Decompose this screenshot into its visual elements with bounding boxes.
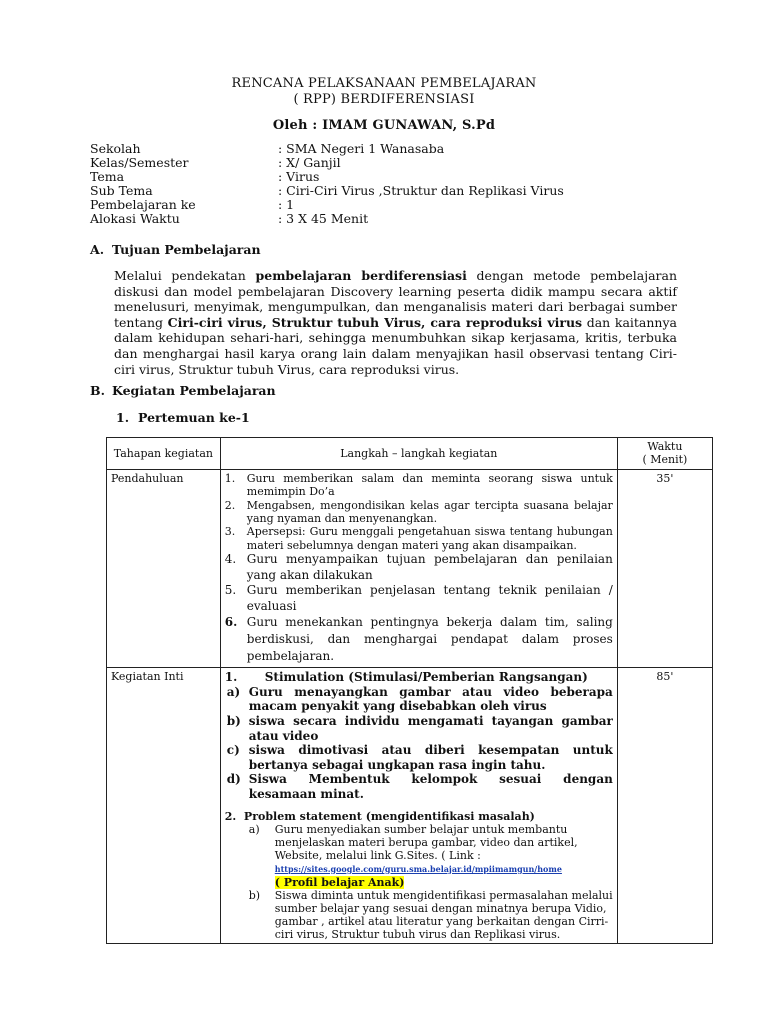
table-row xyxy=(107,668,713,943)
list-heading xyxy=(225,670,613,685)
stage-cell: Kegiatan Inti xyxy=(107,668,221,943)
identity-key: Kelas/Semester xyxy=(90,155,189,170)
identity-value: : SMA Negeri 1 Wanasaba xyxy=(278,141,445,156)
identity-value: : Ciri-Ciri Virus ,Struktur dan Replikasi Virus xyxy=(278,183,564,198)
item-number: a) xyxy=(248,822,260,836)
item-number: b) xyxy=(248,888,261,902)
item-text: siswa dimotivasi atau diberi kesempatan untuk bertanya sebagai ungkapan rasa ingin tahu. xyxy=(248,743,613,772)
list-item xyxy=(225,472,613,499)
item-number: 3. xyxy=(224,525,236,539)
item-text: Guru menekankan pentingnya bekerja dalam tim, saling berdiskusi, dan menghargai pendapat dalam proses pembelajaran. xyxy=(246,615,613,664)
stage-cell: Pendahuluan xyxy=(107,469,221,667)
problem-statement-heading xyxy=(225,810,613,823)
list-item xyxy=(225,685,613,714)
identity-row xyxy=(90,156,564,170)
paragraph-bold-text: pembelajaran berdiferensiasi xyxy=(255,268,467,283)
item-text: Problem statement (mengidentifikasi masalah) xyxy=(243,809,535,823)
time-cell: 35' xyxy=(617,469,712,667)
item-number: 5. xyxy=(224,583,237,598)
paragraph-text: dengan metode pembelajaran diskusi dan model pembelajaran Discovery learning peserta didik mampu secara aktif menelusuri, menyimak, mengumpulkan, dan menganalisis materi dari berbagai sumber tentang xyxy=(114,268,678,330)
problem-statement-block xyxy=(225,810,613,941)
identity-key: Sub Tema xyxy=(90,183,153,198)
item-text: Guru menayangkan gambar atau video beberapa macam penyakit yang disebabkan oleh virus xyxy=(248,684,613,714)
paragraph-bold-text: Ciri-ciri virus, Struktur tubuh Virus, cara reproduksi virus xyxy=(167,314,583,330)
identity-value: : Virus xyxy=(278,169,320,184)
item-text: siswa secara individu mengamati tayangan gambar atau video xyxy=(248,714,613,743)
item-text: Siswa diminta untuk mengidentifikasi permasalahan melalui sumber belajar yang sesuai dengan minatnya berupa Vidio, gambar , artikel atau literatur yang berkaitan dengan Cirri-ciri virus, Struktur tubuh virus dan Replikasi virus. xyxy=(274,888,613,941)
paragraph-text: Melalui pendekatan xyxy=(114,268,256,283)
item-number: 1. xyxy=(224,471,236,485)
item-number: 6. xyxy=(224,615,238,630)
section-a-heading xyxy=(90,242,261,257)
item-text: Siswa Membentuk kelompok sesuai dengan kesamaan minat. xyxy=(248,772,613,801)
item-text xyxy=(275,823,613,889)
table-header-row xyxy=(107,438,713,470)
identity-row xyxy=(90,142,564,156)
list-item xyxy=(225,552,613,583)
meeting-heading xyxy=(116,410,250,425)
section-title: Kegiatan Pembelajaran xyxy=(112,383,276,398)
header-steps: Langkah – langkah kegiatan xyxy=(220,438,617,470)
problem-list xyxy=(225,823,613,941)
author-line: Oleh : IMAM GUNAWAN, S.Pd xyxy=(272,118,496,133)
identity-row xyxy=(90,170,564,184)
item-number: 2. xyxy=(224,809,237,823)
item-text-main: Guru menyediakan sumber belajar untuk membantu menjelaskan materi berupa gambar, video dan artikel, Website, melalui link G.Sites. ( Link : xyxy=(274,822,578,862)
meeting-title: Pertemuan ke-1 xyxy=(138,410,250,425)
list-item xyxy=(225,823,613,889)
identity-row xyxy=(90,198,564,212)
meeting-number: 1. xyxy=(116,410,130,425)
header-time xyxy=(617,438,712,470)
time-cell: 85' xyxy=(617,668,712,943)
document-title: RENCANA PELAKSANAAN PEMBELAJARAN xyxy=(231,76,537,91)
item-number: 4. xyxy=(224,552,237,567)
item-number: a) xyxy=(226,684,241,699)
header-stage: Tahapan kegiatan xyxy=(107,438,221,470)
header-time-label: Waktu xyxy=(647,440,683,453)
activity-table xyxy=(106,437,713,944)
list-item xyxy=(225,614,613,665)
item-text: Guru menyampaikan tujuan pembelajaran dan penilaian yang akan dilakukan xyxy=(246,552,613,582)
item-text: Apersepsi: Guru menggali pengetahuan siswa tentang hubungan materi sebelumnya dengan materi yang akan disampaikan. xyxy=(246,525,613,552)
document-subtitle: ( RPP) BERDIFERENSIASI xyxy=(293,92,475,107)
item-text: Mengabsen, mengondisikan kelas agar tercipta suasana belajar yang nyaman dan menyenangkan. xyxy=(246,498,613,526)
highlight-text: ( Profil belajar Anak) xyxy=(274,875,405,889)
table-row xyxy=(107,469,713,667)
pendahuluan-list xyxy=(225,472,613,665)
tujuan-paragraph xyxy=(114,268,677,377)
identity-key: Sekolah xyxy=(90,141,141,156)
list-item xyxy=(225,499,613,526)
item-number: c) xyxy=(226,743,240,758)
identity-value: : 1 xyxy=(278,197,295,212)
paragraph-text: dan kaitannya dalam kehidupan sehari-hari, sehingga menumbuhkan sikap kerjasama, kritis, terbuka dan menghargai hasil karya orang lain dalam menyajikan hasil observasi tentang Ciri-ciri virus, Struktur tubuh Virus, cara reproduksi virus. xyxy=(114,314,677,377)
item-number: b) xyxy=(226,714,241,729)
identity-value: : 3 X 45 Menit xyxy=(278,211,369,226)
identity-key: Tema xyxy=(90,169,125,184)
identity-row xyxy=(90,184,564,198)
item-text: Stimulation (Stimulasi/Pemberian Rangsangan) xyxy=(264,670,588,685)
steps-cell xyxy=(220,668,617,943)
list-item xyxy=(225,714,613,743)
list-item xyxy=(225,525,613,552)
identity-row xyxy=(90,212,564,226)
item-number: d) xyxy=(226,772,241,787)
steps-cell xyxy=(220,469,617,667)
section-title: Tujuan Pembelajaran xyxy=(112,242,261,257)
header-time-unit: ( Menit) xyxy=(642,453,688,467)
list-item xyxy=(225,583,613,614)
list-item xyxy=(225,889,613,941)
item-number: 1. xyxy=(224,670,238,685)
item-text: Guru memberikan salam dan meminta seorang siswa untuk memimpin Do’a xyxy=(246,471,613,499)
section-number: B. xyxy=(90,383,105,398)
identity-block xyxy=(90,142,564,226)
section-b-heading xyxy=(90,383,276,398)
stimulation-list xyxy=(225,670,613,801)
list-item xyxy=(225,772,613,801)
list-item xyxy=(225,743,613,772)
identity-key: Alokasi Waktu xyxy=(90,211,180,226)
identity-value: : X/ Ganjil xyxy=(278,155,341,170)
gsites-link[interactable]: https://sites.google.com/guru.sma.belajar.id/mpiimamgun/home xyxy=(274,863,562,874)
item-number: 2. xyxy=(224,498,236,512)
identity-key: Pembelajaran ke xyxy=(90,197,196,212)
item-text: Guru memberikan penjelasan tentang teknik penilaian / evaluasi xyxy=(246,583,613,613)
section-number: A. xyxy=(90,242,105,257)
